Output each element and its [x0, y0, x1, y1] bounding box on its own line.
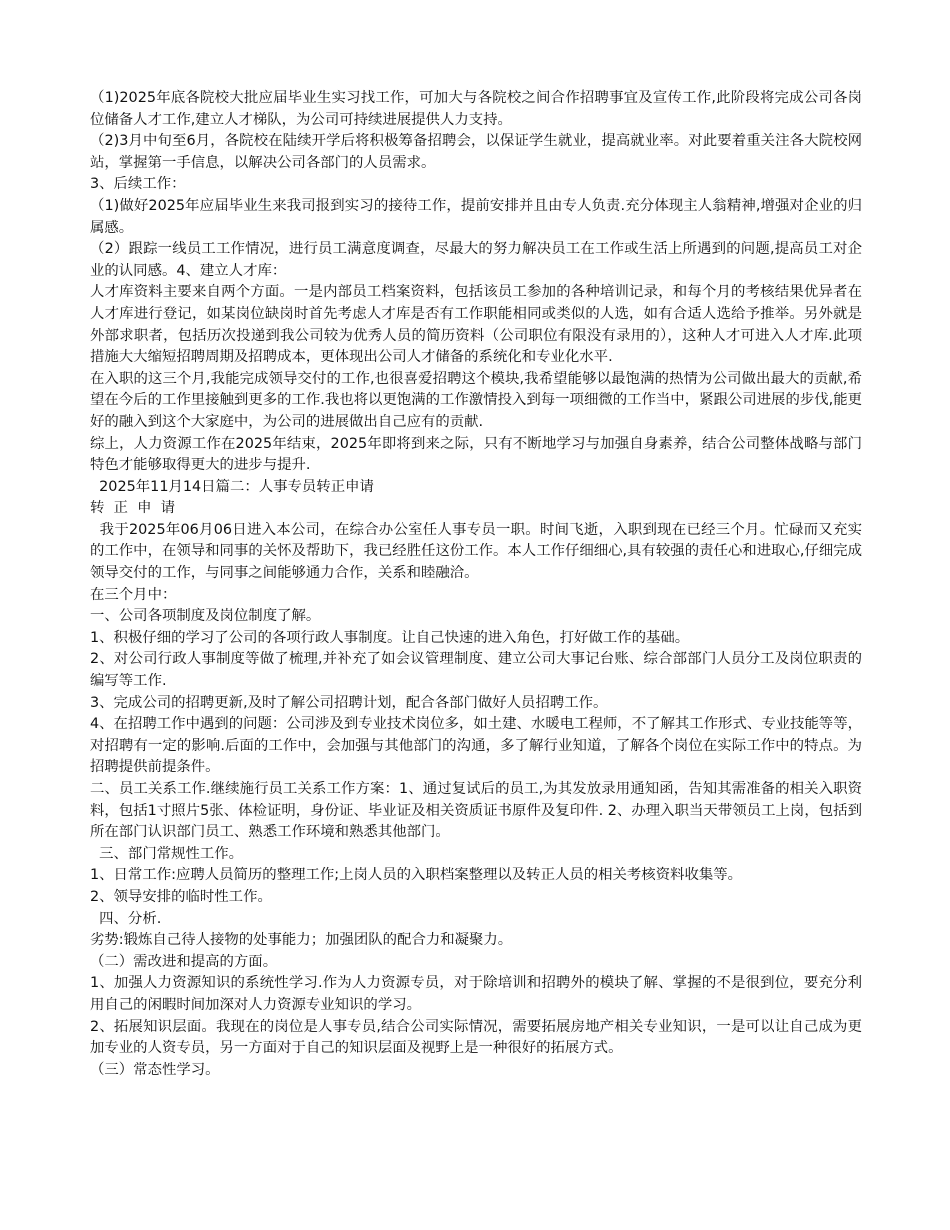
paragraph: 在三个月中： — [90, 586, 177, 603]
section-heading: （三）常态性学习。 — [90, 1061, 220, 1078]
list-item: 2、拓展知识层面。我现在的岗位是人事专员,结合公司实际情况，需要拓展房地产相关专业知识，一是可以让自己成为更加专业的人资专员，另一方面对于自己的知识层面及视野上是一种很好的拓展方式。 — [90, 1018, 862, 1057]
paragraph: 劣势:锻炼自己待人接物的处事能力；加强团队的配合力和凝聚力。 — [90, 932, 513, 949]
list-item: 2、对公司行政人事制度等做了梳理,并补充了如会议管理制度、建立公司大事记台账、综合部部门人员分工及岗位职责的编写等工作. — [90, 651, 862, 690]
paragraph: 人才库资料主要来自两个方面。一是内部员工档案资料，包括该员工参加的各种培训记录，和每个月的考核结果优异者在人才库进行登记，如某岗位缺岗时首先考虑人才库是否有工作职能相同或类似的人选，如有合适人选给予推举。另外就是外部求职者，包括历次投递到我公司较为优秀人员的简历资料（公司职位有限没有录用的），这种人才可进入人才库.此项措施大大缩短招聘周期及招聘成本，更体现出公司人才储备的系统化和专业化水平. — [90, 284, 862, 366]
paragraph: 我于2025年06月06日进入本公司，在综合办公室任人事专员一职。时间飞逝，入职到现在已经三个月。忙碌而又充实的工作中，在领导和同事的关怀及帮助下，我已经胜任这份工作。本人工作仔细细心,具有较强的责任心和进取心,仔细完成领导交付的工作，与同事之间能够通力合作，关系和睦融洽。 — [90, 521, 862, 582]
section-heading: 3、后续工作： — [90, 176, 186, 193]
section-heading: 二、员工关系工作.继续施行员工关系工作方案：1、通过复试后的员工,为其发放录用通知函，告知其需准备的相关入职资料，包括1寸照片5张、体检证明，身份证、毕业证及相关资质证书原件及复印件. 2、办理入职当天带领员工上岗，包括到所在部门认识部门员工、熟悉工作环境和熟悉其他部门。 — [90, 781, 862, 841]
paragraph: （1)做好2025年应届毕业生来我司报到实习的接待工作，提前安排并且由专人负责.充分体现主人翁精神,增强对企业的归属感。 — [90, 197, 862, 236]
paragraph: （2)3月中旬至6月，各院校在陆续开学后将积极筹备招聘会，以保证学生就业，提高就业率。对此要着重关注各大院校网站，掌握第一手信息，以解决公司各部门的人员需求。 — [90, 133, 862, 171]
document-title: 转 正 申 请 — [90, 500, 176, 517]
section-heading: 一、公司各项制度及岗位制度了解。 — [90, 608, 321, 625]
list-item: 1、积极仔细的学习了公司的各项行政人事制度。让自己快速的进入角色，打好做工作的基础。 — [90, 629, 690, 646]
paragraph: （2）跟踪一线员工工作情况，进行员工满意度调查，尽最大的努力解决员工在工作或生活上所遇到的问题,提高员工对企业的认同感。4、建立人才库： — [90, 241, 862, 279]
list-item: 1、日常工作:应聘人员简历的整理工作;上岗人员的入职档案整理以及转正人员的相关考核资料收集等。 — [90, 867, 743, 884]
date-line: 2025年11月14日篇二：人事专员转正申请 — [90, 478, 374, 495]
paragraph: 综上，人力资源工作在2025年结束，2025年即将到来之际，只有不断地学习与加强自身素养，结合公司整体战略与部门特色才能够取得更大的进步与提升. — [90, 435, 862, 474]
list-item: 2、领导安排的临时性工作。 — [90, 888, 272, 905]
list-item: 4、在招聘工作中遇到的问题：公司涉及到专业技术岗位多，如土建、水暖电工程师，不了解其工作形式、专业技能等等，对招聘有一定的影响.后面的工作中，会加强与其他部门的沟通，多了解行业知道，了解各个岗位在实际工作中的特点。为招聘提供前提条件。 — [90, 716, 862, 776]
section-heading: （二）需改进和提高的方面。 — [90, 953, 278, 970]
list-item: 1、加强人力资源知识的系统性学习.作为人力资源专员，对于除培训和招聘外的模块了解、掌握的不是很到位，要充分利用自己的闲暇时间加深对人力资源专业知识的学习。 — [90, 975, 862, 1013]
section-heading: 三、部门常规性工作。 — [90, 845, 244, 862]
paragraph: （1)2025年底各院校大批应届毕业生实习找工作，可加大与各院校之间合作招聘事宜及宣传工作,此阶段将完成公司各岗位储备人才工作,建立人才梯队，为公司可持续进展提供人力支持。 — [90, 90, 862, 128]
list-item: 3、完成公司的招聘更新,及时了解公司招聘计划，配合各部门做好人员招聘工作。 — [90, 694, 608, 711]
section-heading: 四、分析. — [90, 910, 162, 927]
paragraph: 在入职的这三个月,我能完成领导交付的工作,也很喜爱招聘这个模块,我希望能够以最饱满的热情为公司做出最大的贡献,希望在今后的工作里接触到更多的工作.我也将以更饱满的工作激情投入到每一项细微的工作当中，紧跟公司进展的步伐,能更好的融入到这个大家庭中，为公司的进展做出自己应有的贡献. — [90, 370, 862, 430]
